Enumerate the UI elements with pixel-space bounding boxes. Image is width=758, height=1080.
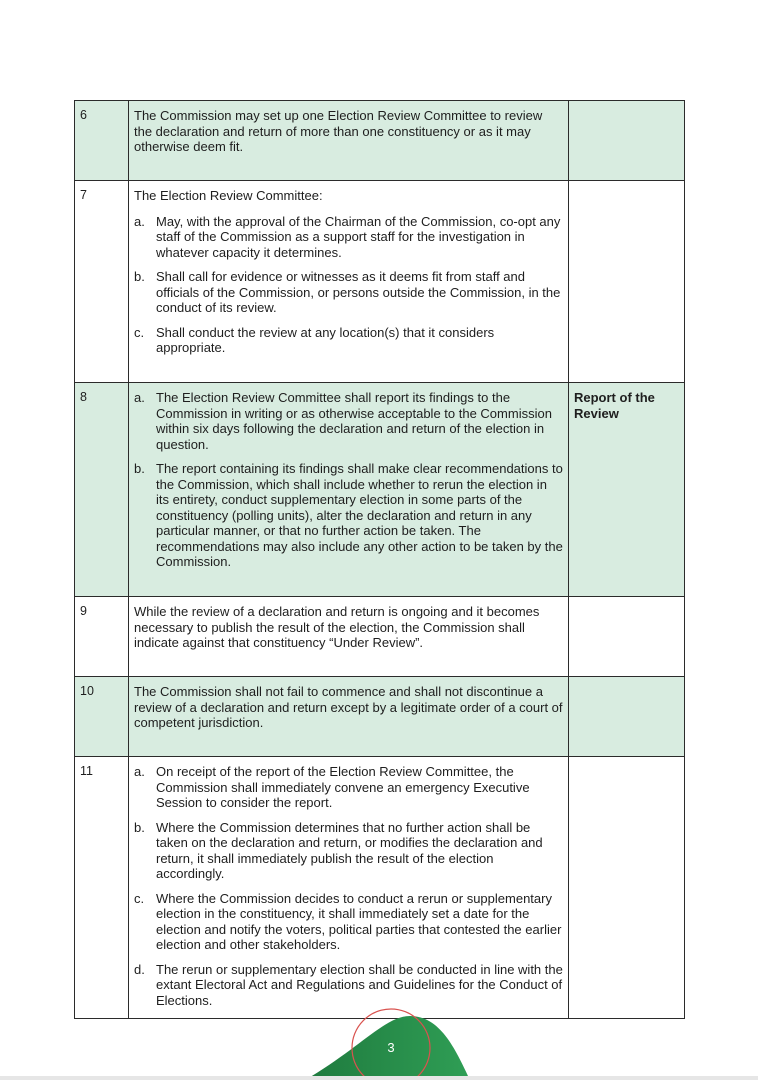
- clause-list: [134, 214, 563, 356]
- row-number: 8: [75, 383, 129, 597]
- table-row-10: [75, 677, 685, 757]
- row-number: 11: [75, 757, 129, 1019]
- list-item: [134, 325, 563, 356]
- list-item: [134, 764, 563, 811]
- side-note: [569, 757, 685, 1019]
- side-note: [569, 677, 685, 757]
- item-text: The rerun or supplementary election shall be conducted in line with the extant Electoral Act and Regulations and Guidelines for the Conduct of Elections.: [156, 961, 563, 1008]
- row-intro: The Election Review Committee:: [134, 188, 323, 203]
- item-text: May, with the approval of the Chairman of the Commission, co-opt any staff of the Commission as a support staff for the investigation in whatever capacity it determines.: [156, 213, 561, 260]
- row-text: The Commission may set up one Election Review Committee to review the declaration and return of more than one constituency or as it may otherwise deem fit.: [129, 101, 569, 181]
- clause-list: [134, 390, 563, 570]
- row-text: While the review of a declaration and return is ongoing and it becomes necessary to publish the result of the election, the Commission shall indicate against that constituency “Under Review”.: [129, 597, 569, 677]
- item-letter: a.: [134, 390, 145, 405]
- row-number: 6: [75, 101, 129, 181]
- page-bottom-edge: [0, 1076, 758, 1080]
- table-row-6: [75, 101, 685, 181]
- row-text: [129, 383, 569, 597]
- row-text: [129, 181, 569, 383]
- row-number: 7: [75, 181, 129, 383]
- item-letter: a.: [134, 213, 145, 229]
- item-text: Shall call for evidence or witnesses as it deems fit from staff and officials of the Commission, or persons outside the Commission, in the conduct of its review.: [156, 269, 561, 315]
- table-row-11: [75, 757, 685, 1019]
- item-letter: a.: [134, 764, 145, 779]
- side-note: [569, 101, 685, 181]
- list-item: [134, 269, 563, 316]
- list-item: [134, 390, 563, 452]
- list-item: [134, 461, 563, 570]
- item-letter: c.: [134, 890, 145, 906]
- item-text: On receipt of the report of the Election Review Committee, the Commission shall immediately convene an emergency Executive Session to consider the report.: [156, 764, 530, 810]
- side-note: [569, 597, 685, 677]
- table-row-8: [75, 383, 685, 597]
- item-text: The Election Review Committee shall report its findings to the Commission in writing or as otherwise acceptable to the Commission within six days following the declaration and return of the election in question.: [156, 390, 552, 452]
- table-row-9: [75, 597, 685, 677]
- item-text: The report containing its findings shall make clear recommendations to the Commission, which shall include whether to rerun the election in its entirety, conduct supplementary election in some parts of the constituency (polling units), alter the declaration and return in any particular manner, or that no further action be taken. The recommendations may also include any other action to be taken by the Commission.: [156, 461, 563, 569]
- page-number: 3: [387, 1040, 395, 1055]
- provisions-table: [74, 100, 685, 1019]
- row-number: 9: [75, 597, 129, 677]
- list-item: [134, 891, 563, 953]
- row-number: 10: [75, 677, 129, 757]
- side-note: [569, 181, 685, 383]
- table-row-7: [75, 181, 685, 383]
- row-text: The Commission shall not fail to commence and shall not discontinue a review of a declaration and return except by a legitimate order of a court of competent jurisdiction.: [129, 677, 569, 757]
- side-note: Report of the Review: [569, 383, 685, 597]
- list-item: [134, 214, 563, 261]
- item-letter: c.: [134, 324, 145, 340]
- item-letter: b.: [134, 819, 145, 835]
- item-text: Shall conduct the review at any location(s) that it considers appropriate.: [156, 324, 495, 355]
- item-text: Where the Commission determines that no further action shall be taken on the declaration and return, or modifies the declaration and return, it shall immediately publish the result of the election accordingly.: [156, 819, 543, 881]
- clause-list: [134, 764, 563, 1008]
- row-text: [129, 757, 569, 1019]
- item-letter: b.: [134, 269, 145, 284]
- item-letter: b.: [134, 461, 145, 476]
- list-item: [134, 962, 563, 1009]
- item-letter: d.: [134, 961, 145, 977]
- list-item: [134, 820, 563, 882]
- item-text: Where the Commission decides to conduct a rerun or supplementary election in the constituency, it shall immediately set a date for the election and notify the voters, political parties that contested the earlier election and other stakeholders.: [156, 890, 562, 952]
